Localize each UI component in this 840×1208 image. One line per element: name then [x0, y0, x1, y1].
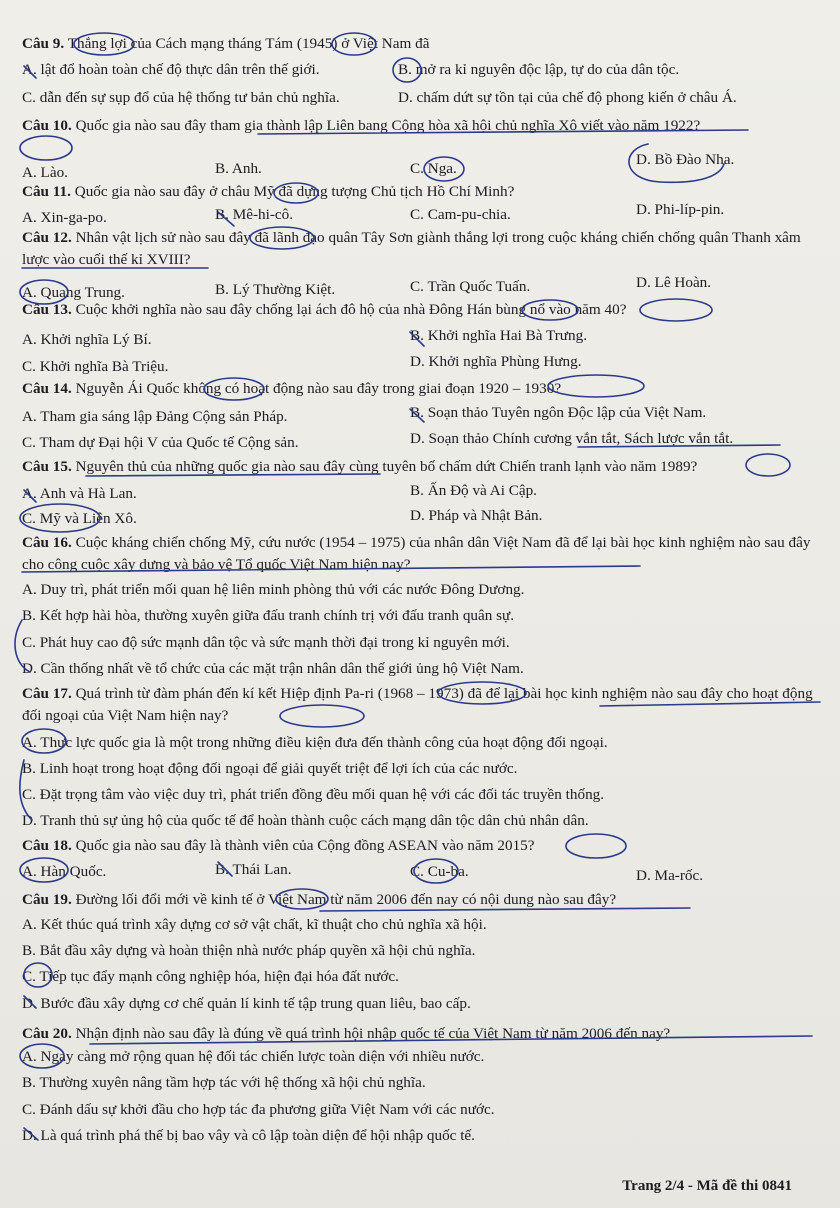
- q9-option-c: C. dẫn đến sự sụp đổ của hệ thống tư bản chủ nghĩa.: [22, 89, 340, 106]
- q10-option-c: C. Nga.: [410, 160, 457, 177]
- q15-option-a: A. Anh và Hà Lan.: [22, 485, 137, 502]
- question-19: Câu 19. Đường lối đổi mới về kinh tế ở Việt Nam từ năm 2006 đến nay có nội dung nào sau đây?: [22, 891, 617, 908]
- q11-option-b: B. Mê-hi-cô.: [215, 206, 294, 223]
- question-11: Câu 11. Quốc gia nào sau đây ở châu Mỹ đã dựng tượng Chủ tịch Hồ Chí Minh?: [22, 183, 515, 200]
- q18-option-c: C. Cu-ba.: [410, 863, 469, 880]
- q17-option-b: B. Linh hoạt trong hoạt động đối ngoại để giải quyết triệt để lợi ích của các nước.: [22, 760, 518, 777]
- question-9: Câu 9. Thắng lợi của Cách mạng tháng Tám (1945) ở Việt Nam đã: [22, 35, 430, 52]
- question-10: Câu 10. Quốc gia nào sau đây tham gia thành lập Liên bang Cộng hòa xã hội chủ nghĩa Xô viết vào năm 1922?: [22, 117, 701, 134]
- q9-option-b: B. mở ra kỉ nguyên độc lập, tự do của dân tộc.: [398, 61, 680, 78]
- q13-option-a: A. Khởi nghĩa Lý Bí.: [22, 331, 152, 348]
- circle-mark: [20, 136, 72, 160]
- question-18: Câu 18. Quốc gia nào sau đây là thành viên của Cộng đồng ASEAN vào năm 2015?: [22, 837, 535, 854]
- question-13: Câu 13. Cuộc khởi nghĩa nào sau đây chống lại ách đô hộ của nhà Đông Hán bùng nổ vào năm 40?: [22, 301, 627, 318]
- q17-option-c: C. Đặt trọng tâm vào việc duy trì, phát triển đồng đều mối quan hệ với các đối tác truyền thống.: [22, 786, 605, 803]
- q15-option-d: D. Pháp và Nhật Bản.: [410, 507, 543, 524]
- q19-option-a: A. Kết thúc quá trình xây dựng cơ sở vật chất, kĩ thuật cho chủ nghĩa xã hội.: [22, 916, 487, 933]
- q14-option-d: D. Soạn thảo Chính cương vắn tắt, Sách lược vắn tắt.: [410, 430, 734, 447]
- q16-option-c: C. Phát huy cao độ sức mạnh dân tộc và sức mạnh thời đại trong kỉ nguyên mới.: [22, 634, 510, 651]
- q18-option-a: A. Hàn Quốc.: [22, 863, 107, 880]
- question-16: Câu 16. Cuộc kháng chiến chống Mỹ, cứu nước (1954 – 1975) của nhân dân Việt Nam đã để lại bài học kinh nghiệm nào sau đây cho công cuộc xây dựng và bảo vệ Tổ quốc Việt Nam hiện nay?: [22, 534, 811, 573]
- question-20: Câu 20. Nhận định nào sau đây là đúng về quá trình hội nhập quốc tế của Việt Nam từ năm 2006 đến nay?: [22, 1025, 671, 1042]
- q18-option-d: D. Ma-rốc.: [636, 867, 704, 884]
- q14-option-c: C. Tham dự Đại hội V của Quốc tế Cộng sản.: [22, 434, 299, 451]
- q20-option-a: A. Ngày càng mở rộng quan hệ đối tác chiến lược toàn diện với nhiều nước.: [22, 1048, 485, 1065]
- q10-option-b: B. Anh.: [215, 160, 262, 177]
- page-footer: Trang 2/4 - Mã đề thi 0841: [622, 1178, 792, 1194]
- q19-option-d: D. Bước đầu xây dựng cơ chế quản lí kinh tế tập trung quan liêu, bao cấp.: [22, 995, 471, 1012]
- q13-option-c: C. Khởi nghĩa Bà Triệu.: [22, 358, 169, 375]
- q15-option-c: C. Mỹ và Liên Xô.: [22, 510, 137, 527]
- q19-option-b: B. Bắt đầu xây dựng và hoàn thiện nhà nước pháp quyền xã hội chủ nghĩa.: [22, 942, 476, 959]
- q15-option-b: B. Ấn Độ và Ai Cập.: [410, 482, 537, 499]
- q20-option-d: D. Là quá trình phá thế bị bao vây và cô lập toàn diện để hội nhập quốc tế.: [22, 1127, 475, 1144]
- question-15: Câu 15. Nguyên thủ của những quốc gia nào sau đây cùng tuyên bố chấm dứt Chiến tranh lạnh vào năm 1989?: [22, 458, 698, 475]
- q20-option-c: C. Đánh dấu sự khởi đầu cho hợp tác đa phương giữa Việt Nam với các nước.: [22, 1101, 495, 1118]
- q12-option-a: A. Quang Trung.: [22, 284, 125, 301]
- q12-option-b: B. Lý Thường Kiệt.: [215, 281, 336, 298]
- q17-option-d: D. Tranh thủ sự ủng hộ của quốc tế để hoàn thành cuộc cách mạng dân tộc dân chủ nhân dân.: [22, 812, 589, 829]
- q14-option-b: B. Soạn thảo Tuyên ngôn Độc lập của Việt Nam.: [410, 404, 707, 421]
- q9-option-d: D. chấm dứt sự tồn tại của chế độ phong kiến ở châu Á.: [398, 89, 737, 106]
- question-17: Câu 17. Quá trình từ đàm phán đến kí kết Hiệp định Pa-ri (1968 – 1973) đã để lại bài học kinh nghiệm nào sau đây cho hoạt động đối ngoại của Việt Nam hiện nay?: [22, 685, 813, 724]
- q9-option-a: A. lật đổ hoàn toàn chế độ thực dân trên thế giới.: [22, 61, 320, 78]
- q18-option-b: B. Thái Lan.: [215, 861, 292, 878]
- q16-option-d: D. Cần thống nhất về tổ chức của các mặt trận nhân dân thế giới ủng hộ Việt Nam.: [22, 660, 524, 677]
- q11-option-d: D. Phi-líp-pin.: [636, 201, 725, 218]
- question-14: Câu 14. Nguyễn Ái Quốc không có hoạt động nào sau đây trong giai đoạn 1920 – 1930?: [22, 380, 562, 397]
- q16-option-b: B. Kết hợp hài hòa, thường xuyên giữa đấu tranh chính trị với đấu tranh quân sự.: [22, 607, 515, 624]
- question-12: Câu 12. Nhân vật lịch sử nào sau đây đã lãnh đạo quân Tây Sơn giành thắng lợi trong cuộc kháng chiến chống quân Thanh xâm lược vào cuối thế kỉ XVIII?: [22, 229, 801, 268]
- q17-option-a: A. Thực lực quốc gia là một trong những điều kiện đưa đến thành công của hoạt động đối ngoại.: [22, 734, 608, 751]
- q13-option-b: B. Khởi nghĩa Hai Bà Trưng.: [410, 327, 588, 344]
- q10-option-d: D. Bồ Đào Nha.: [636, 151, 735, 168]
- q12-option-d: D. Lê Hoàn.: [636, 274, 712, 291]
- q14-option-a: A. Tham gia sáng lập Đảng Cộng sản Pháp.: [22, 408, 288, 425]
- q11-option-c: C. Cam-pu-chia.: [410, 206, 511, 223]
- q12-option-c: C. Trần Quốc Tuấn.: [410, 278, 531, 295]
- q19-option-c: C. Tiếp tục đẩy mạnh công nghiệp hóa, hiện đại hóa đất nước.: [22, 968, 399, 985]
- q13-option-d: D. Khởi nghĩa Phùng Hưng.: [410, 353, 582, 370]
- q16-option-a: A. Duy trì, phát triển mối quan hệ liên minh phòng thủ với các nước Đông Dương.: [22, 581, 525, 598]
- q11-option-a: A. Xin-ga-po.: [22, 209, 107, 226]
- q20-option-b: B. Thường xuyên nâng tầm hợp tác với hệ thống xã hội chủ nghĩa.: [22, 1074, 426, 1091]
- q10-option-a: A. Lào.: [22, 164, 68, 181]
